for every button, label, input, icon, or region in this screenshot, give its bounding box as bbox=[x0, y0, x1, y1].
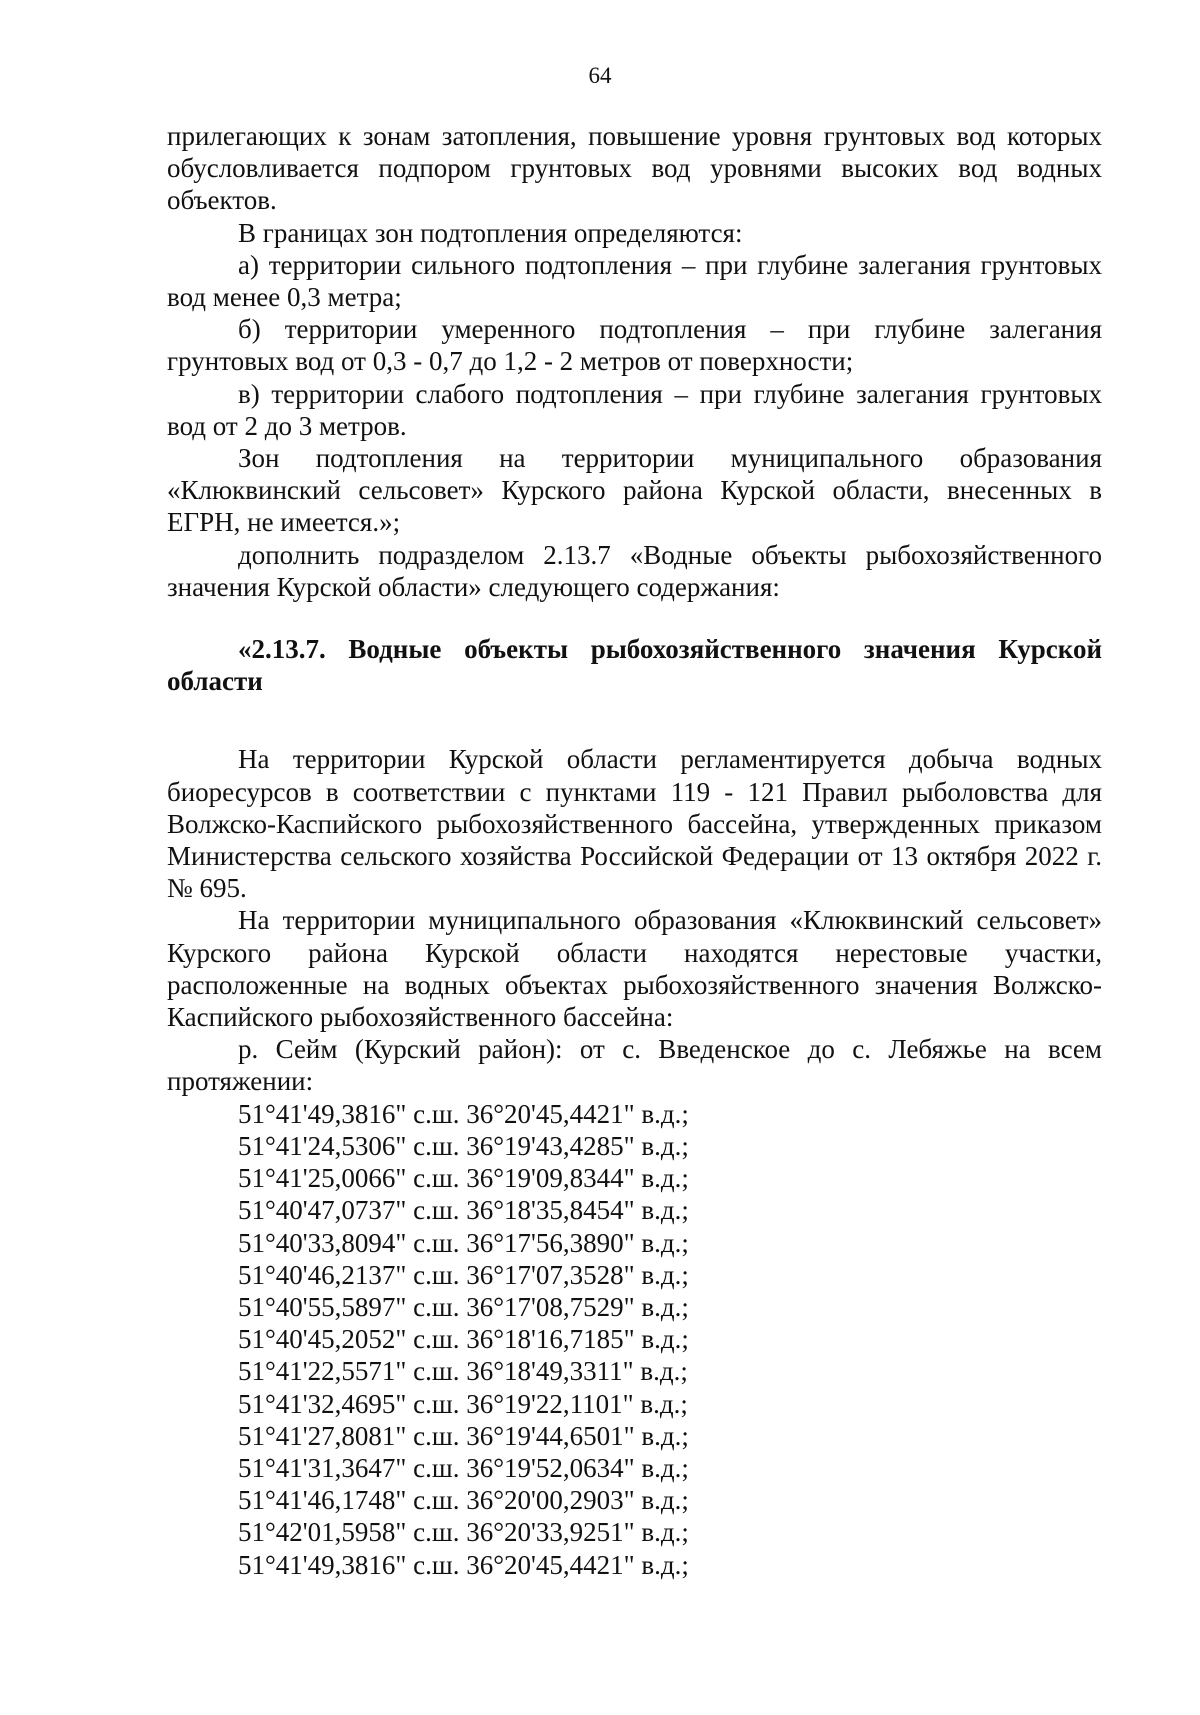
coordinate-item: 51°40'46,2137" с.ш. 36°17'07,3528" в.д.; bbox=[238, 1259, 689, 1290]
coordinate-item: 51°41'22,5571" с.ш. 36°18'49,3311" в.д.; bbox=[238, 1356, 688, 1387]
coordinate-item: 51°41'49,3816" с.ш. 36°20'45,4421" в.д.; bbox=[238, 1098, 689, 1129]
coordinate-list bbox=[167, 1098, 1102, 1581]
coordinate-item: 51°42'01,5958" с.ш. 36°20'33,9251" в.д.; bbox=[238, 1517, 689, 1548]
paragraph-no-flood-zones: Зон подтопления на территории муниципального образования «Клюквинский сельсовет» Курского района Курской области, внесенных в ЕГРН, не имеется.»; bbox=[167, 443, 1102, 538]
coordinate-item: 51°40'55,5897" с.ш. 36°17'08,7529" в.д.; bbox=[238, 1291, 689, 1322]
coordinate-item: 51°41'24,5306" с.ш. 36°19'43,4285" в.д.; bbox=[238, 1130, 689, 1161]
paragraph-continuation: прилегающих к зонам затопления, повышение уровня грунтовых вод которых обусловливается подпором грунтовых вод уровнями высоких вод водных объектов. bbox=[167, 121, 1102, 216]
coordinate-item: 51°41'46,1748" с.ш. 36°20'00,2903" в.д.; bbox=[238, 1485, 689, 1516]
paragraph-spawning-areas: На территории муниципального образования «Клюквинский сельсовет» Курского района Курской области находятся нерестовые участки, расположенные на водных объектах рыбохозяйственного значения Волжско-Каспийского рыбохозяйственного бассейна: bbox=[167, 905, 1102, 1033]
coordinate-item: 51°40'33,8094" с.ш. 36°17'56,3890" в.д.; bbox=[238, 1227, 689, 1258]
paragraph-river-seym: р. Сейм (Курский район): от с. Введенское до с. Лебяжье на всем протяжении: bbox=[167, 1034, 1102, 1097]
coordinate-item: 51°40'47,0737" с.ш. 36°18'35,8454" в.д.; bbox=[238, 1195, 689, 1226]
paragraph-fishing-rules: На территории Курской области регламентируется добыча водных биоресурсов в соответствии с пунктами 119 - 121 Правил рыболовства для Волжско-Каспийского рыбохозяйственного бассейна, утвержденных приказом Министерства сельского хозяйства Российской Федерации от 13 октября 2022 г. № 695. bbox=[167, 744, 1102, 904]
coordinate-item: 51°41'32,4695" с.ш. 36°19'22,1101" в.д.; bbox=[238, 1388, 688, 1419]
list-item-moderate-flooding: б) территории умеренного подтопления – при глубине залегания грунтовых вод от 0,3 - 0,7 до 1,2 - 2 метров от поверхности; bbox=[167, 314, 1102, 377]
document-body bbox=[167, 120, 1102, 1581]
paragraph-add-subsection: дополнить подразделом 2.13.7 «Водные объекты рыбохозяйственного значения Курской области» следующего содержания: bbox=[167, 539, 1102, 602]
coordinate-item: 51°41'31,3647" с.ш. 36°19'52,0634" в.д.; bbox=[238, 1452, 689, 1483]
section-heading: «2.13.7. Водные объекты рыбохозяйственного значения Курской области bbox=[167, 634, 1102, 697]
coordinate-item: 51°40'45,2052" с.ш. 36°18'16,7185" в.д.; bbox=[238, 1324, 689, 1355]
coordinate-item: 51°41'25,0066" с.ш. 36°19'09,8344" в.д.; bbox=[238, 1163, 689, 1194]
list-item-weak-flooding: в) территории слабого подтопления – при глубине залегания грунтовых вод от 2 до 3 метров. bbox=[167, 378, 1102, 441]
coordinate-item: 51°41'49,3816" с.ш. 36°20'45,4421" в.д.; bbox=[238, 1549, 689, 1580]
page-number: 64 bbox=[588, 63, 612, 88]
coordinate-item: 51°41'27,8081" с.ш. 36°19'44,6501" в.д.; bbox=[238, 1420, 689, 1451]
list-item-strong-flooding: а) территории сильного подтопления – при глубине залегания грунтовых вод менее 0,3 метра; bbox=[167, 249, 1102, 313]
paragraph-flood-zones-intro: В границах зон подтопления определяются: bbox=[238, 217, 743, 248]
